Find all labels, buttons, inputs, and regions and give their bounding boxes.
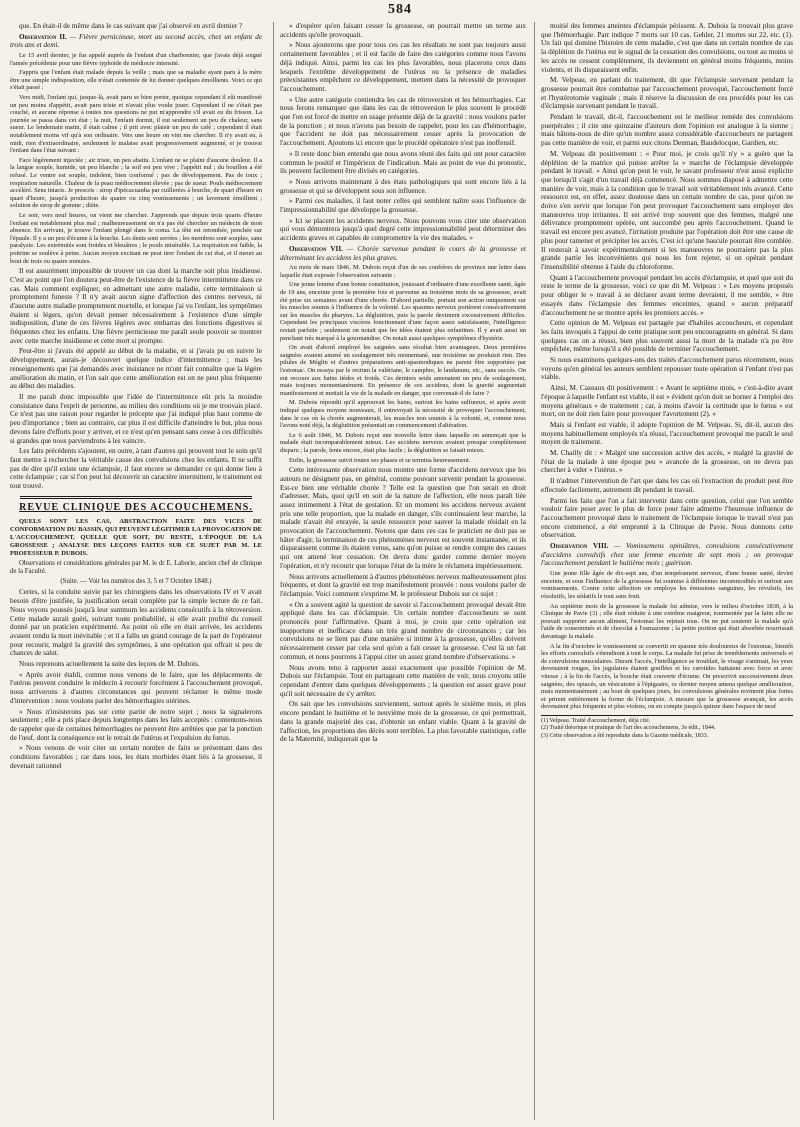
paragraph: Il me paraît donc impossible que l'idée de l'intermittence eût pris la moindre consistance dans l'esprit de personne, au milieu des conditions où je me trouvais placé. Ce n'est pas une raison pour regarder le précepte que j'ai indiqué plus haut comme de peu d'importance ; bien au contraire, car plus il est difficile d'atteindre le but, plus nous devons faire d'efforts pour y arriver, et ce n'est qu'en pensant sans cesse à ces difficultés si grandes que nous parviendrons à les vaincre.: [10, 392, 262, 445]
observation-7-title: — Chorée survenue pendant le cours de la grossesse et déterminant les accidens les plus graves.: [280, 244, 526, 262]
paragraph: Nous avons tenu à rapporter aussi exactement que possible l'opinion de M. Dubois sur l'éclampsie. Tout en partageant cette manière de voir, nous croyons utile cependant d'entrer dans quelques développements ; la question est assez grave pour qu'il soit nécessaire de s'y arrêter.: [280, 663, 526, 698]
paragraph: M. Dubois répondit qu'il approuvait les bains, surtout les bains sulfureux, et après avoir indiqué quelques moyens nouveaux, il entrevoyait la nécessité de provoquer l'accouchement, dans le cas où la chorée augmenterait, les muscles non soumis à la volonté, et, comme nous l'avons noté déjà, la déglutition présentait un commencement d'altération.: [280, 399, 526, 430]
paragraph: » Nous ajouterons que pour tous ces cas les résultats ne sont pas toujours aussi certainement favorables ; et il est facile de faire des catégories comme nous l'avons déjà indiqué. Ainsi, parmi les cas les plus favorables, nous placerons ceux dans lesquels l'extrême développement de l'utérus ou la présence de maladies préexistantes empêchent ce développement, mettent dans la nécessité de provoquer l'accouchement.: [280, 41, 526, 93]
paragraph: Certes, si la conduite suivie par les chirurgiens dans les observations IV et V avait besoin d'être justifiée, la justification serait complète par la simple lecture de ce fait. Nous voyons poussés jusqu'à leur summum les accidents consécutifs à la rétroversion. Cette malade aurait guéri, suivant toute probabilité, si elle avait profité du conseil donné par un praticien expérimenté. Au point où elle en était arrivée, les accidents avaient rendu la mort inévitable ; et il a fallu un grand courage de la part de l'opérateur pour recourir, malgré la gravité des symptômes, à une opération qui offrait si peu de chances de salut.: [10, 588, 262, 658]
article-byline: Observations et considérations générales par M. le dr E. Laborie, ancien chef de clinique de la Faculté.: [10, 560, 262, 576]
paragraph: Nous arrivons actuellement à d'autres phénomènes nerveux malheureusement plus fréquents, et dont la gravité est trop manifestement prouvée : nous voulons parler de l'éclampsie. Voici comment s'exprime M. le professeur Dubois sur ce sujet :: [280, 572, 526, 598]
paragraph: » Il reste donc bien entendu que nous avons réuni des faits qui ont pour caractère commun le positif et l'impérieux de l'indication. Mais au point de vue du pronostic, ils peuvent facilement être divisés en catégories.: [280, 149, 526, 176]
footnotes: [541, 715, 793, 741]
paragraph: Le 6 août 1846, M. Dubois reçut une nouvelle lettre dans laquelle on annonçait que la malade était incomparablement mieux. Les accidens nerveux avaient presque complètement disparu ; la parole, lente encore, était plus facile ; la déglutition se faisait mieux.: [280, 431, 526, 454]
paragraph: A la fin d'octobre le vomissement se convertit en spasme très douloureux de l'estomac, bientôt les efforts convulsifs s'étendirent à tout le corps. La malade fut prise de tremblements universels et de convulsions musculaires. Durant l'accès, l'intelligence se troublait, le visage s'animait, les yeux devenaient rouges, les jugulaires étaient gonflées et les carotides battaient avec force et avec vitesse ; à la fin de l'accès, la bouche était couverte d'écume. On prescrivit successivement deux saignées, des opiacés, un vésicatoire à l'épigastre, ce dernier moyen amena quelque amélioration, mais momentanément ; au bout de quelques jours, les convulsions générales revinrent plus fortes et prirent entièrement la forme de l'éclampsie. A mesure que la grossesse avançait, les accès devenaient plus fréquents et plus violens, on en compte jusqu'à quinze dans l'espace de neuf: [541, 642, 793, 711]
section-title: REVUE CLINIQUE DES ACCOUCHEMENS.: [19, 501, 253, 513]
paragraph: » Nous n'insisterons pas sur cette partie de notre sujet ; nous la signalerons seulement ; elle a pris place depuis longtemps dans les faits acceptés : contentons-nous de rappeler que de certaines hémorrhagies ne peuvent être arrêtées que par la ponction de l'œuf, dont la conséquence est le retrait de l'utérus et l'expulsion du fœtus.: [10, 707, 262, 742]
column-left: [10, 22, 262, 1120]
observation-8-label: Observation VIII.: [550, 542, 609, 551]
paragraph: On sait que les convulsions surviennent, surtout après le sixième mois, et plus encore pendant le huitième et le neuvième mois de la grossesse, ce qui permettrait, dans la grande majorité des cas, d'obtenir un enfant viable. Quant à la gravité de l'affection, les proportions des décès sont terribles. La plus favorable statistique, celle de la Maternité, indiquerait que la: [280, 700, 526, 744]
section-divider: [20, 496, 252, 499]
paragraph: Il n'admet l'intervention de l'art que dans les cas où l'extraction du produit peut être effectuée facilement, autrement dit pendant le travail.: [541, 477, 793, 494]
paragraph: Il est assurément impossible de trouver un cas dont la marche soit plus insidieuse. C'est au point que l'on doutera peut-être de l'existence de la fièvre intermittente dans ce cas. Mais comment expliquer, en admettant une autre maladie, cette terminaison si promptement funeste ? Il n'y avait aucun signe d'affection des centres nerveux, ni d'aucune autre maladie promptement mortelle, et lorsque j'ai vu l'enfant, les symptômes étaient si légers, qu'on devait penser nécessairement à l'existence d'une simple indisposition, d'une de ces fièvres légères avec embarras des fonctions digestives si fréquentes chez les enfants. Une fièvre pernicieuse me paraît seule pouvoir se montrer avec cette marche insidieuse et cette mort si prompte.: [10, 267, 262, 345]
paragraph: On avait d'abord employé les saignées sans résultat bien avantageux. Deux premières saignées avaient amené un soulagement très momentané, une troisième ne produisit rien. Des pilules de Méglin et d'autres préparations anti-spasmodiques ne parent être supportées par l'estomac. On essaya par le rectum la valériane, le camphre, le laudanum, etc., sans succès. On eut recours aux bains tièdes et froids. Ces derniers seuls amenaient un peu de soulagement, mais toujours momentanément. En présence de ces accidens, dont la gravité augmentait manifestement et mettait la vie de la malade en danger, que convenait-il de faire ?: [280, 344, 526, 397]
paragraph: Quant à l'accouchement provoqué pendant les accès d'éclampsie, et quel que soit du reste le terme de la grossesse, voici ce que dit M. Velpeau : « Les moyens proposés pour obliger le » travail à se déclarer avant terme devraient, il me semble, » être essayés dans l'éclampsie des femmes enceintes, quand » aucun préparatif d'accouchement ne se montre après les premiers accès. »: [541, 273, 793, 317]
paragraph: » Ici se placent les accidents nerveux. Nous pouvons vous citer une observation qui vous démontrera jusqu'à quel degré cette impressionnabilité peut déterminer des accidents graves et capables de compromettre la vie des malades. »: [280, 216, 526, 243]
paragraph: Mais si l'enfant est viable, il adopte l'opinion de M. Velpeau. Si, dit-il, aucun des moyens habituellement employés n'a réussi, l'accouchement provoqué me paraît le seul moyen de traitement.: [541, 420, 793, 447]
paragraph: M. Chailly dit : « Malgré une succession active des accès, » malgré la gravité de l'état de la malade à une époque peu » avancée de la grossesse, on ne devra pas chercher à vider » l'utérus. »: [541, 449, 793, 475]
page-number: 584: [388, 2, 412, 17]
paragraph: « On a souvent agité la question de savoir si l'accouchement provoqué devait être appliqué dans les cas d'éclampsie. Un certain nombre d'accoucheurs se sont prononcés pour l'affirmative. Quant à moi, je crois que cette opération est inopportune et inefficace dans un très grand nombre de circonstances ; car les convulsions ne se lient pas d'une manière si intime à la grossesse, qu'elles doivent nécessairement cesser par cela seul qu'on a fait cesser la grossesse. C'est là un fait commun, et nous pourrons à l'appui citer un assez grand nombre d'observations. »: [280, 600, 526, 661]
paragraph: M. Velpeau, en parlant du traitement, dit que l'éclampsie survenant pendant la grossesse pourrait être combattue par l'accouchement provoqué, l'accouchement forcé et l'hystérotomie vaginale ; mais il réserve la discussion de ces procédés pour les cas d'éclampsie survenant pendant le travail.: [541, 76, 793, 111]
paragraph: » Nous venons de voir citer un certain nombre de faits se présentant dans des conditions favorables ; car dans tous, les états morbides étant liés à la grossesse, il devenait rationnel: [10, 744, 262, 770]
observation-8-title: — Vomissemens opiniâtres, convulsions consécutivement d'accidens convulsifs chez une femme enceinte de sept mois ; on provoque l'accouchement pendant le huitième mois ; guérison.: [541, 542, 793, 568]
paragraph: Nous reprenons actuellement la suite des leçons de M. Dubois.: [19, 660, 200, 669]
footnote: (3) Cette observation a été reproduite dans la Gazette médicale, 1833.: [541, 732, 709, 739]
article-continuation-note: (Suite. — Voir les numéros des 3, 5 et 7 Octobre 1848.): [60, 578, 212, 586]
paragraph: Les faits précédents s'ajoutent, en outre, à tant d'autres qui prouvent tout le soin qu'il faut mettre à rechercher la véritable cause des convulsions chez les enfants. Il ne suffit pas de dire qu'il existe une éclampsie, il faut encore se demander ce qui donne lieu à cette éclampsie ; car si l'on peut lui découvrir un caractère intermittent, le traitement est tout trouvé.: [10, 447, 262, 491]
column-middle: [273, 22, 526, 1120]
paragraph: J'appris que l'enfant était malade depuis la veille ; mais que sa maladie ayant paru à la mère être une simple indisposition, elle n'était contentée de lui donner quelques émollients. Voici ce qui s'était passé :: [10, 69, 262, 92]
paragraph: Une jeune fille âgée de dix-sept ans, d'un tempérament nerveux, d'une bonne santé, devint enceinte, et sous l'influence de la grossesse fut soumise à différentes incommodités et surtout aux vomissements. Contre cette affection on employa les émissions sanguines, les révulsifs, les résolutifs, les sédatifs le tout sans fruit.: [541, 570, 793, 600]
paragraph: » Parmi ces maladies, il faut noter celles qui semblent naître sous l'influence de l'impressionnabilité que développe la grossesse.: [280, 197, 526, 215]
paragraph: Enfin, la grossesse suivit toutes ses phases et se termina heureusement.: [289, 456, 471, 464]
paragraph: Ainsi, M. Cazeaux dit positivement : « Avant le septième mois, » c'est-à-dire avant l'époque à laquelle l'enfant est viable, il est » évident qu'on doit se borner à l'emploi des moyens généraux » de traitement ; car, à moins d'avoir la certitude que le fœtus » est mort, on ne doit rien faire pour provoquer l'avortement (2). »: [541, 384, 793, 419]
paragraph: » Une autre catégorie contiendra les cas de rétroversion et les hémorrhagies. Car nous ferons remarquer que dans les cas de rétroversion le plus souvent le procédé que l'on est forcé de mettre en usage présente déjà de la gravité : nous voulons parler de la ponction ; et nous n'avons pas besoin de rappeler, pour les cas d'hémorrhagie, que l'accident ne doit pas nécessairement cesser après la provocation de l'accouchement. Ajoutons ici encore que le procédé opératoire n'est pas inoffensif.: [280, 95, 526, 148]
paragraph: « Après avoir établi, comme nous venons de le faire, que les déplacements de l'utérus peuvent conduire le médecin à recourir forcément à l'accouchement provoqué, nous arriverons à d'autres circonstances qui peuvent réclamer le même mode d'intervention : nous voulons parler des hémorrhagies utérines.: [10, 670, 262, 705]
observation-2-heading: [10, 33, 262, 50]
paragraph: Au mois de mars 1846, M. Dubois reçut d'un de ses confrères de province une lettre dans laquelle était exposée l'observation suivante :: [280, 264, 526, 279]
column-right: [534, 22, 793, 1120]
footnote: (1) Velpeau. Traité d'accouchement, déjà cité.: [541, 717, 651, 724]
paragraph: » Nous arrivons maintenant à des états pathologiques qui sont encore liés à la grossesse et qui se développent sous son influence.: [280, 177, 526, 195]
paragraph: Le soir, vers neuf heures, on vient me chercher. J'apprends que depuis trois quarts d'heure l'enfant est notablement plus mal ; malheureusement on n'a pas été chercher un médecin de mon absence. En arrivant, je trouve l'enfant plongé dans le coma. La tête est retombée, penchée sur l'épaule. Il y a un peu d'écume à la bouche. Les dents sont serrées ; les membres sont souples, sans paralysie. Les extrémités sont froides et bleuâtres ; le pouls misérable. La respiration est faible, la poitrine se soulève à peine. Aucun moyen excitant ne peut tirer l'enfant de cet état, et il meurt au bout de trois ou quatre minutes.: [10, 211, 262, 265]
paragraph: » d'espérer qu'en faisant cesser la grossesse, on pourrait mettre un terme aux accidents qu'elle provoquait.: [280, 22, 526, 39]
paragraph: Parmi les faits que l'on a fait intervenir dans cette question, celui que l'on semble vouloir faire peser avec le plus de force pour faire admettre l'heureuse influence de l'accouchement provoqué dans le traitement de l'éclampsie lorsque le travail n'est pas encore commencé, a été emprunté à la Clinique de Pavie. Nous donnons cette observation.: [541, 496, 793, 540]
paragraph: Cette opinion de M. Velpeau est partagée par d'habiles accoucheurs, et cependant les faits invoqués à l'appui de cette pratique sont peu encourageants en général. Si dans quelques cas on a réussi, bien plus souvent aussi la mort de la malade n'a pu être empêchée, même lorsqu'il a été possible de terminer l'accouchement.: [541, 319, 793, 354]
paragraph: Peut-être si j'avais été appelé au début de la maladie, et si j'avais pu en suivre le développement, aurais-je découvert quelque indice d'intermittence ; mais les renseignements que j'ai demandés avec insistance ne m'ont fait connaître que la légère amélioration du matin, et l'on sait que cette amélioration est on ne peut plus fréquente au début des maladies.: [10, 347, 262, 391]
observation-2-label: Observation II.: [19, 32, 67, 41]
paragraph: Cette intéressante observation nous montre une forme d'accidens nerveux que les auteurs ne désignent pas, en général, comme pouvant survenir pendant la grossesse. Est-ce bien une véritable chorée ? Telle est la question que l'on serait en droit d'adresser. Mais, quoi qu'il en soit de la nature de l'affection, elle nous paraît liée assez intimement à l'état de gestation. Et un moment les accidens nerveux avaient pris une telle proportion, que la malade en danger, s'ils continuaient leur marche, la malade n'avait été enrayée, la seule ressource pour sauver la malade résidait en la provocation de l'accouchement. Notons que dans ces cas le praticien ne doit pas se hâter d'agir, la terminaison de ces phénomènes nerveux est souvent instantanée, et ils disparaissent comme ils étaient venus, sans qu'on puisse se rendre compte des causes qui ont amené leur cessation. On devra donc garder comme dernier moyen l'opération, et n'y recourir que lorsque l'état de la mère le réclamera impérieusement.: [280, 466, 526, 570]
observation-7-label: Observation VII.: [289, 244, 343, 253]
paragraph: moitié des femmes atteintes d'éclampsie périssent. A. Dubois la trouvait plus grave que l'hémorrhagie. Parr indique 7 morts sur 10 cas. Gehler, 21 mortes sur 22, etc. (1). Un fait qui domine l'histoire de cette maladie, c'est que dans un certain nombre de cas la déplétion de l'utérus est le signal de la cessation des convulsions, ou tout au moins si les accès ne cessent complètement, ils deviennent en général moins fréquents, moins violents, et ils disparaissent enfin.: [541, 22, 793, 74]
paragraph: Vers midi, l'enfant qui, jusque-là, avait paru se bien porter, quoique cependant il eût manifesté un peu moins d'appétit, avait paru triste et n'avait plus voulu jouer. Cependant il ne s'était pas couché, et aucune réponse à toutes nos questions ne put m'apprendre s'il avait eu du frisson. La journée se passa dans cet état ; la nuit, l'enfant dormit, il eut seulement un peu de chaleur, sans sueur. Le lendemain matin, il était calme ; il prit avec plaisir un peu de café ; cependant il était notablement moins vif qu'à son ordinaire. Vers une heure on vint me chercher. Il n'y avait eu, à midi, rien d'extraordinaire, seulement le malaise avait progressivement augmenté, et je trouvai l'enfant dans l'état suivant :: [10, 94, 262, 155]
paragraph: M. Velpeau dit positivement : « Pour moi, je crois qu'il n'y » a guère que la déplétion de la matrice qui puisse arrêter la » marche de l'éclampsie développée pendant le travail. » Ainsi qu'on peut le voir, le savant professeur n'est aussi explicite que lorsqu'il s'agit d'un travail déjà commencé. Nous sommes disposé à admettre cette manière de voir, mais à la condition que le travail soit véritablement très avancé. Cette ressource est, en effet, assez douteuse dans un certain nombre de cas, pour qu'on ne doive s'en servir que lorsque l'on peut provoquer l'accouchement sans employer des manœuvres trop irritantes. Il est arrivé trop souvent que des femmes, malgré une délivrance promptement opérée, ont succombé peu après l'accouchement. Quand le travail est encore peu avancé, l'irritation produite par l'opération doit être une cause de plus pour ramener et précipiter les accès. C'est ici qu'une bascule pourrait être comblée. Il resterait à savoir expérimentalement si les manœuvres ne pourraient pas la plus grande partie les inconvénients qui nous les font rejeter, si on opérait pendant l'insensibilité obtenue à l'aide du chloroforme.: [541, 149, 793, 271]
paragraph: Pendant le travail, dit-il, l'accouchement est le meilleur remède des convulsions puerpérales ; il cite une quinzaine d'auteurs dont l'opinion est analogue à la sienne ; mais bâtons-nous de dire qu'un nombre assez considérable d'accoucheurs ne partagent pas cette manière de voir, et parmi eux citons Denman, Baudelocque, Gardien, etc.: [541, 113, 793, 148]
paragraph: Une jeune femme d'une bonne constitution, jouissant d'ordinaire d'une excellente santé, âgée de 19 ans, enceinte pour la première fois et parvenue au troisième mois de sa grossesse, avait été prise six semaines avant d'une chorée. D'abord partielle, portant son action uniquement sur les muscles soumis à l'influence de la volonté. Les spasmes nerveux portèrent consécutivement sur les muscles du pharynx. La déglutition, puis la parole devinrent excessivement difficiles. Cependant les principaux viscères fonctionnant d'une façon assez satisfaisante, l'intelligence restait parfaite ; seulement on notait que les idées étaient plus enfantines. Il y avait aussi un penchant très marqué à la gourmandise. On notait aussi quelques symptômes d'hystérie.: [280, 281, 526, 342]
paragraph: Le 15 avril dernier, je fus appelé auprès de l'enfant d'un charbonnier, que j'avais déjà soigné l'année précédente pour une fièvre typhoïde de médiocre intensité.: [10, 52, 262, 67]
article-heading: QUELS SONT LES CAS, ABSTRACTION FAITE DES VICES DE CONFORMATION DU BASSIN, QUI PEUVENT LÉGITIMER LA PROVOCATION DE L'ACCOUCHEMENT, QUELLE QUE SOIT, DU RESTE, L'ÉPOQUE DE LA GROSSESSE ; ANALYSE DES LEÇONS FAITES SUR CE SUJET PAR M. LE PROFESSEUR P. DUBOIS.: [10, 518, 262, 558]
observation-7-heading: [280, 245, 526, 262]
intro-paragraph: que. En était-il de même dans le cas suivant que j'ai observé en avril dernier ?: [19, 22, 243, 30]
paragraph: Au septième mois de la grossesse la malade fut admise, vers le milieu d'octobre 1830, à la Clinique de Pavie (3) ; elle était réduite à une extrême maigreur, tourmentée par la faim elle ne pouvait supporter aucun aliment, l'estomac les rejetait tous. On ne put soutenir la malade qu'à l'aide de consommés et de chocolat à l'osmazome ; la petite portion qui était absorbée nourrissait davantage la malade.: [541, 602, 793, 640]
observation-2-title: — Fièvre pernicieuse, mort au second accès, chez un enfant de trois ans et demi.: [10, 32, 262, 50]
paragraph: Si nous examinons quelques-uns des traités d'accouchement parus récemment, nous voyons qu'en général les auteurs semblent repousser toute opération si l'enfant n'est pas viable.: [541, 356, 793, 382]
observation-8-heading: [541, 542, 793, 568]
paragraph: Face légèrement injectée ; air triste, un peu abattu. L'enfant ne se plaint d'aucune douleur. Il a la langue souple, humide, un peu blanche ; la soif est peu vive ; l'appétit nul ; du bouillon a été refusé. Le ventre est souple, indolent, bien conformé ; pas de développement. Pas de toux ; respiration naturelle. Chaleur de la peau médiocrement élevée ; pas de sueur. Pouls médiocrement accéléré. Sens intacts. Je prescris : sirop d'ipécacuanha par cuillerées à bouche, de quart d'heure en quart d'heure, jusqu'à production de quatre ou cinq vomissements ; un lavement émollient ; solution de sirop de gomme ; diète.: [10, 156, 262, 210]
footnote: (2) Traité théorique et pratique de l'art des accouchemens, 3e édit., 1844.: [541, 725, 716, 732]
